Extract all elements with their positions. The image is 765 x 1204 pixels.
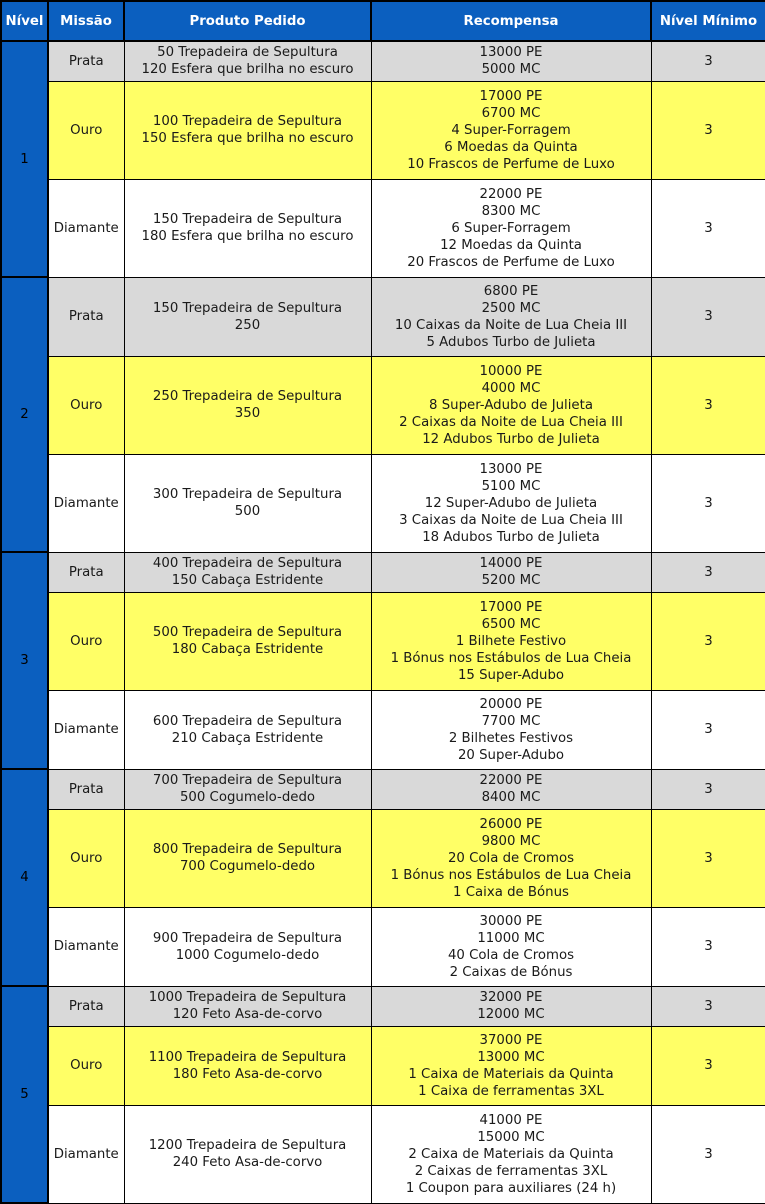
- reward-cell: [371, 179, 651, 277]
- reward-line: 17000 PE: [479, 88, 543, 104]
- product-line: 900 Trepadeira de Sepultura: [152, 930, 343, 946]
- reward-line: 6 Moedas da Quinta: [444, 139, 578, 155]
- min-level-cell: 3: [651, 1105, 765, 1203]
- reward-cell: [371, 1026, 651, 1105]
- min-level-cell: 3: [651, 907, 765, 986]
- product-line: 100 Trepadeira de Sepultura: [152, 114, 343, 129]
- reward-line: 12 Adubos Turbo de Julieta: [422, 431, 600, 447]
- reward-line: 10 Caixas da Noite de Lua Cheia III: [394, 317, 628, 333]
- product-line: 500 Trepadeira de Sepultura: [152, 625, 343, 640]
- product-line: 700 Cogumelo-dedo: [179, 859, 316, 874]
- header-missao: Missão: [48, 1, 124, 41]
- reward-line: 13000 PE: [479, 45, 543, 61]
- table-row: [1, 1026, 765, 1105]
- reward-line: 4 Super-Forragem: [451, 122, 571, 138]
- reward-line: 10000 PE: [479, 363, 543, 379]
- reward-line: 26000 PE: [479, 816, 543, 832]
- reward-line: 2 Caixa de Materiais da Quinta: [408, 1146, 614, 1162]
- reward-line: 41000 PE: [479, 1112, 543, 1128]
- product-line: 1000 Cogumelo-dedo: [175, 947, 320, 963]
- reward-line: 13000 PE: [479, 461, 543, 477]
- product-cell: [124, 356, 371, 454]
- reward-line: 37000 PE: [479, 1032, 543, 1048]
- product-cell: [124, 41, 371, 81]
- mission-cell: Prata: [48, 277, 124, 356]
- table-row: [1, 986, 765, 1026]
- table-row: [1, 907, 765, 986]
- reward-cell: [371, 41, 651, 81]
- product-line: 700 Trepadeira de Sepultura: [152, 773, 343, 788]
- reward-line: 6500 MC: [481, 616, 541, 632]
- mission-cell: Ouro: [48, 809, 124, 907]
- reward-line: 1 Caixa de ferramentas 3XL: [418, 1083, 604, 1099]
- level-cell: 1: [1, 41, 48, 277]
- reward-line: 20 Super-Adubo: [457, 747, 565, 763]
- header-nivel: Nível: [1, 1, 48, 41]
- product-line: 1100 Trepadeira de Sepultura: [148, 1049, 347, 1065]
- reward-cell: [371, 552, 651, 592]
- reward-cell: [371, 81, 651, 179]
- min-level-cell: 3: [651, 81, 765, 179]
- min-level-cell: 3: [651, 454, 765, 552]
- mission-cell: Ouro: [48, 592, 124, 690]
- mission-cell: Diamante: [48, 690, 124, 769]
- min-level-cell: 3: [651, 179, 765, 277]
- reward-line: 18 Adubos Turbo de Julieta: [422, 529, 600, 545]
- product-cell: [124, 769, 371, 809]
- table-row: [1, 769, 765, 809]
- min-level-cell: 3: [651, 41, 765, 81]
- product-line: 500 Cogumelo-dedo: [179, 790, 316, 805]
- product-cell: [124, 552, 371, 592]
- table-row: [1, 1105, 765, 1203]
- product-line: 50 Trepadeira de Sepultura: [157, 45, 338, 61]
- product-line: 1200 Trepadeira de Sepultura: [148, 1138, 347, 1153]
- product-cell: [124, 277, 371, 356]
- mission-cell: Prata: [48, 41, 124, 81]
- reward-line: 12 Moedas da Quinta: [440, 237, 582, 253]
- reward-cell: [371, 809, 651, 907]
- reward-cell: [371, 769, 651, 809]
- reward-line: 32000 PE: [479, 990, 543, 1005]
- reward-line: 6800 PE: [483, 283, 539, 299]
- reward-line: 5100 MC: [481, 478, 541, 494]
- table-row: [1, 356, 765, 454]
- reward-line: 8300 MC: [481, 203, 541, 219]
- mission-cell: Ouro: [48, 81, 124, 179]
- reward-line: 1 Coupon para auxiliares (24 h): [405, 1180, 617, 1196]
- reward-line: 1 Caixa de Materiais da Quinta: [408, 1066, 614, 1082]
- table-row: [1, 592, 765, 690]
- product-cell: [124, 809, 371, 907]
- product-line: 150 Esfera que brilha no escuro: [141, 131, 354, 146]
- reward-line: 8 Super-Adubo de Julieta: [429, 397, 593, 413]
- product-cell: [124, 690, 371, 769]
- product-cell: [124, 454, 371, 552]
- reward-line: 5 Adubos Turbo de Julieta: [426, 334, 596, 350]
- product-line: 180 Esfera que brilha no escuro: [141, 229, 354, 244]
- level-cell: 3: [1, 552, 48, 769]
- reward-cell: [371, 690, 651, 769]
- mission-cell: Ouro: [48, 356, 124, 454]
- product-line: 600 Trepadeira de Sepultura: [152, 713, 343, 729]
- product-line: 210 Cabaça Estridente: [171, 730, 324, 746]
- min-level-cell: 3: [651, 592, 765, 690]
- product-line: 150 Trepadeira de Sepultura: [152, 212, 343, 227]
- table-row: [1, 179, 765, 277]
- reward-cell: [371, 592, 651, 690]
- level-cell: 4: [1, 769, 48, 986]
- min-level-cell: 3: [651, 1026, 765, 1105]
- product-cell: [124, 81, 371, 179]
- reward-line: 20 Frascos de Perfume de Luxo: [407, 254, 615, 270]
- mission-cell: Diamante: [48, 179, 124, 277]
- product-line: 150 Cabaça Estridente: [171, 573, 324, 588]
- reward-line: 9800 MC: [481, 833, 541, 849]
- product-line: 150 Trepadeira de Sepultura: [152, 300, 343, 316]
- product-line: 800 Trepadeira de Sepultura: [152, 842, 343, 857]
- reward-line: 2 Bilhetes Festivos: [448, 730, 574, 746]
- product-line: 250 Trepadeira de Sepultura: [152, 389, 343, 404]
- min-level-cell: 3: [651, 986, 765, 1026]
- mission-cell: Prata: [48, 769, 124, 809]
- product-line: 250: [234, 317, 261, 333]
- level-cell: 2: [1, 277, 48, 552]
- mission-cell: Prata: [48, 552, 124, 592]
- reward-cell: [371, 1105, 651, 1203]
- mission-cell: Diamante: [48, 907, 124, 986]
- table-row: [1, 81, 765, 179]
- product-line: 120 Feto Asa-de-corvo: [172, 1007, 323, 1022]
- mission-cell: Diamante: [48, 454, 124, 552]
- product-cell: [124, 592, 371, 690]
- table-body: [1, 41, 765, 1203]
- product-line: 400 Trepadeira de Sepultura: [152, 556, 343, 571]
- reward-cell: [371, 907, 651, 986]
- reward-line: 3 Caixas da Noite de Lua Cheia III: [399, 512, 623, 528]
- table-row: [1, 41, 765, 81]
- reward-cell: [371, 277, 651, 356]
- min-level-cell: 3: [651, 277, 765, 356]
- reward-line: 5200 MC: [481, 573, 541, 588]
- header-recompensa: Recompensa: [371, 1, 651, 41]
- mission-cell: Diamante: [48, 1105, 124, 1203]
- header-nivel-minimo: Nível Mínimo: [651, 1, 765, 41]
- reward-line: 22000 PE: [479, 186, 543, 202]
- mission-cell: Ouro: [48, 1026, 124, 1105]
- reward-line: 6 Super-Forragem: [451, 220, 571, 236]
- reward-line: 1 Caixa de Bónus: [453, 884, 569, 900]
- reward-line: 8400 MC: [481, 790, 541, 805]
- table-row: [1, 690, 765, 769]
- reward-line: 15000 MC: [477, 1129, 545, 1145]
- product-line: 120 Esfera que brilha no escuro: [141, 62, 354, 78]
- product-cell: [124, 907, 371, 986]
- header-produto-pedido: Produto Pedido: [124, 1, 371, 41]
- reward-line: 13000 MC: [477, 1049, 545, 1065]
- min-level-cell: 3: [651, 809, 765, 907]
- min-level-cell: 3: [651, 769, 765, 809]
- reward-line: 4000 MC: [481, 380, 541, 396]
- reward-line: 17000 PE: [479, 599, 543, 615]
- reward-line: 22000 PE: [479, 773, 543, 788]
- reward-line: 10 Frascos de Perfume de Luxo: [407, 156, 615, 172]
- reward-line: 15 Super-Adubo: [457, 667, 565, 683]
- min-level-cell: 3: [651, 690, 765, 769]
- min-level-cell: 3: [651, 552, 765, 592]
- min-level-cell: 3: [651, 356, 765, 454]
- product-line: 350: [234, 406, 261, 421]
- mission-cell: Prata: [48, 986, 124, 1026]
- reward-line: 12000 MC: [477, 1007, 545, 1022]
- product-line: 240 Feto Asa-de-corvo: [172, 1155, 323, 1170]
- reward-line: 2 Caixas de ferramentas 3XL: [414, 1163, 608, 1179]
- product-line: 1000 Trepadeira de Sepultura: [148, 990, 347, 1005]
- reward-line: 11000 MC: [477, 930, 545, 946]
- reward-line: 1 Bónus nos Estábulos de Lua Cheia: [390, 650, 632, 666]
- table-row: [1, 809, 765, 907]
- product-line: 180 Cabaça Estridente: [171, 642, 324, 657]
- table-row: [1, 454, 765, 552]
- reward-line: 2500 MC: [481, 300, 541, 316]
- product-cell: [124, 179, 371, 277]
- reward-line: 40 Cola de Cromos: [447, 947, 575, 963]
- product-line: 180 Feto Asa-de-corvo: [172, 1066, 323, 1082]
- product-cell: [124, 1026, 371, 1105]
- reward-line: 7700 MC: [481, 713, 541, 729]
- reward-line: 20000 PE: [479, 696, 543, 712]
- product-line: 500: [234, 504, 261, 519]
- reward-line: 2 Caixas da Noite de Lua Cheia III: [399, 414, 623, 430]
- level-cell: 5: [1, 986, 48, 1203]
- reward-line: 30000 PE: [479, 913, 543, 929]
- product-cell: [124, 986, 371, 1026]
- reward-line: 6700 MC: [481, 105, 541, 121]
- reward-line: 20 Cola de Cromos: [447, 850, 575, 866]
- table-row: [1, 552, 765, 592]
- product-line: 300 Trepadeira de Sepultura: [152, 487, 343, 502]
- product-cell: [124, 1105, 371, 1203]
- reward-line: 1 Bilhete Festivo: [455, 633, 567, 649]
- reward-line: 2 Caixas de Bónus: [449, 964, 573, 980]
- reward-cell: [371, 986, 651, 1026]
- reward-line: 5000 MC: [481, 62, 541, 78]
- header-row: [1, 1, 765, 41]
- reward-line: 1 Bónus nos Estábulos de Lua Cheia: [390, 867, 632, 883]
- table-row: [1, 277, 765, 356]
- reward-line: 12 Super-Adubo de Julieta: [424, 495, 598, 511]
- reward-cell: [371, 454, 651, 552]
- reward-cell: [371, 356, 651, 454]
- reward-line: 14000 PE: [479, 556, 543, 571]
